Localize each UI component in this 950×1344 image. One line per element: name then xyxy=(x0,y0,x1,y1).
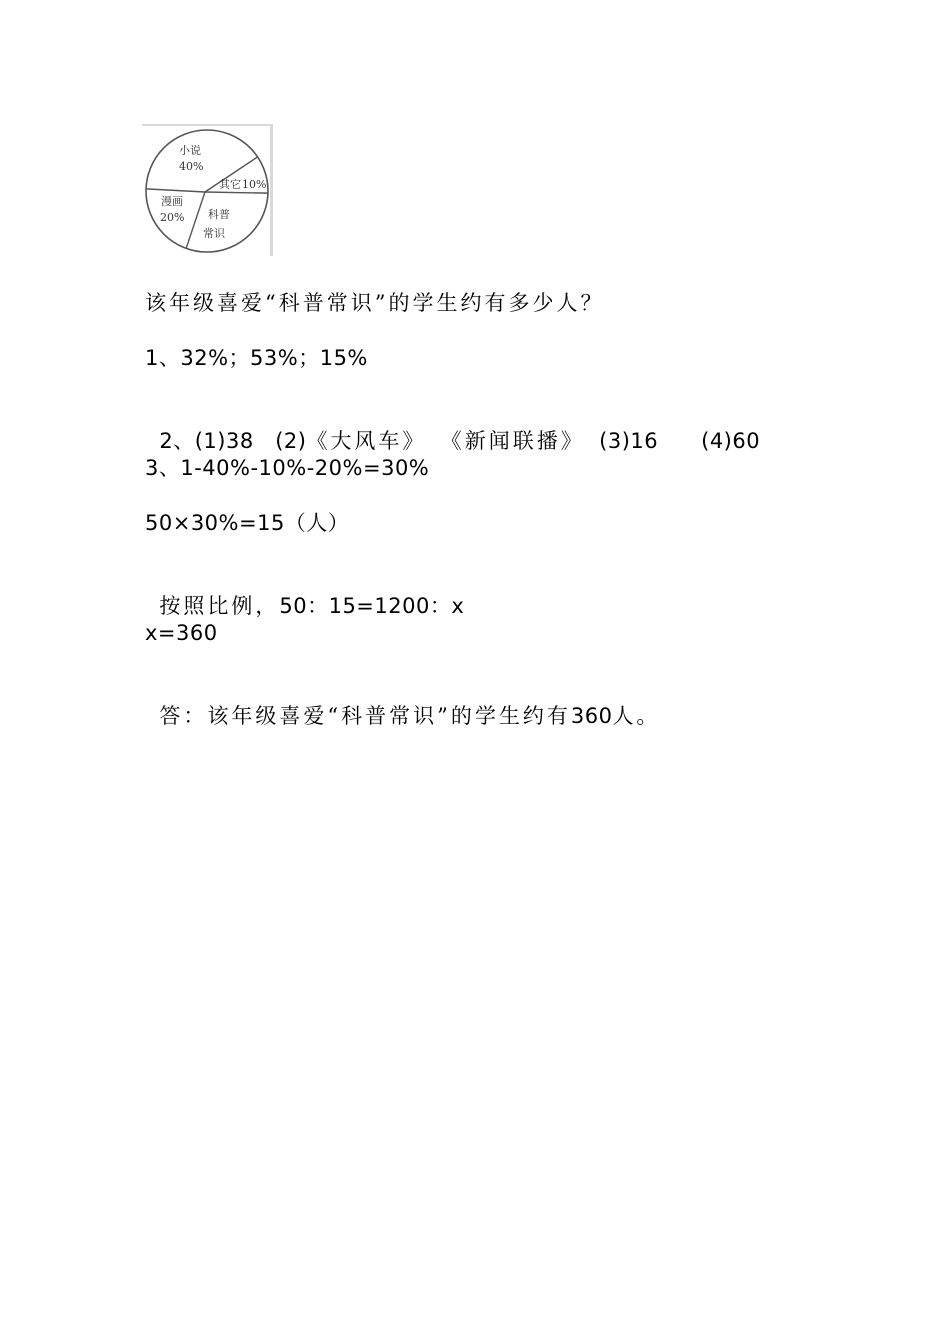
answer-2 xyxy=(145,399,760,455)
answer-2-suffix: (3)16 (4)60 xyxy=(599,429,761,453)
answer-2-book-2: 《新闻联播》 xyxy=(440,429,585,453)
answer-2-prefix: 2、(1)38 (2) xyxy=(159,429,307,453)
answer-3-final-text-2: 人。 xyxy=(612,704,661,728)
answer-3-line-3-math: 50：15=1200：x xyxy=(279,594,465,618)
slice-label-science-1: 科普 xyxy=(208,208,230,221)
answer-3-line-1: 3、1-40%-10%-20%=30% xyxy=(145,456,430,480)
answer-3-line-2: 50×30%=15（人） xyxy=(145,511,350,535)
answer-3-final-text-1: 答：该年级喜爱“科普常识”的学生约有 xyxy=(159,704,571,728)
answer-2-book-1: 《大风车》 xyxy=(306,429,427,453)
slice-label-other: 其它 xyxy=(219,178,241,191)
slice-value-novel: 40% xyxy=(179,160,204,173)
slice-label-novel: 小说 xyxy=(179,144,201,157)
answer-3-line-4: x=360 xyxy=(145,621,218,645)
pie-chart xyxy=(142,124,274,258)
slice-value-comic: 20% xyxy=(160,211,185,224)
answer-3-final-number: 360 xyxy=(570,704,613,728)
slice-value-other: 10% xyxy=(242,178,267,191)
pie-chart-svg xyxy=(142,124,274,258)
answer-3-line-3 xyxy=(145,564,464,620)
figure-border-right xyxy=(270,124,273,256)
slice-label-science-2: 常识 xyxy=(203,227,225,240)
answer-3-final xyxy=(145,674,660,730)
answer-1: 1、32%；53%；15% xyxy=(145,346,368,370)
figure-border-top xyxy=(142,124,273,126)
answer-3-line-3-text: 按照比例， xyxy=(159,594,280,618)
question-text: 该年级喜爱“科普常识”的学生约有多少人？ xyxy=(145,291,605,315)
slice-label-comic: 漫画 xyxy=(161,195,183,208)
